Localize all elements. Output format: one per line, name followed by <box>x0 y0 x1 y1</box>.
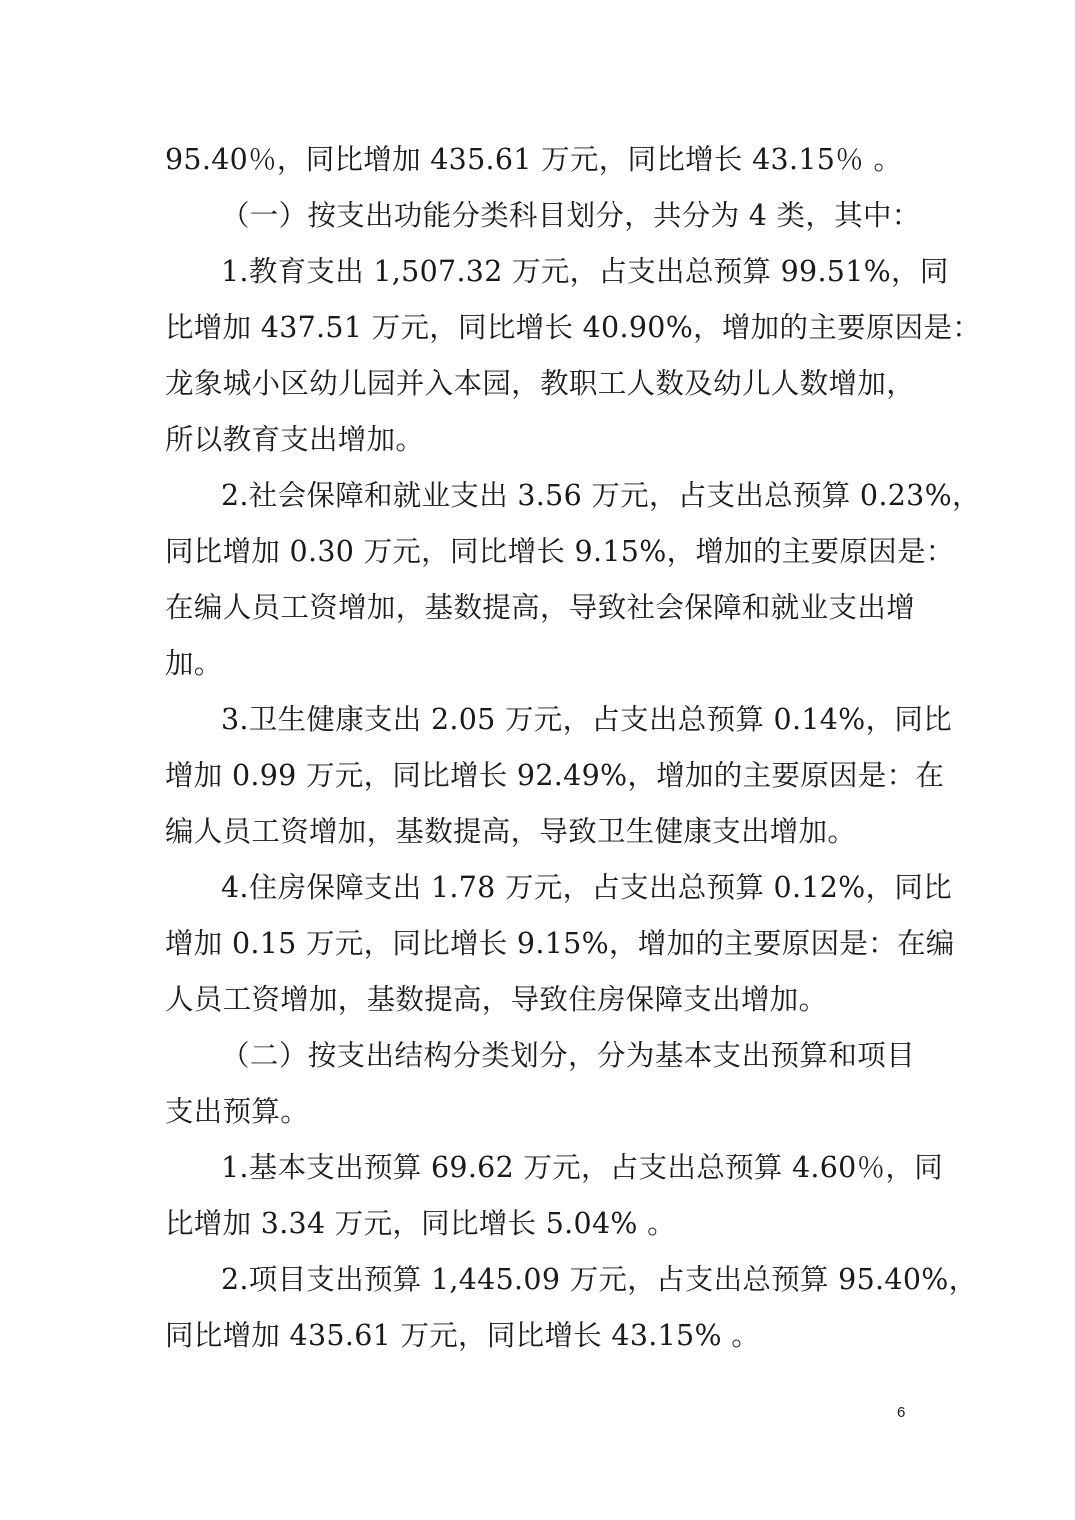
text-line: 4.住房保障支出 1.78 万元，占支出总预算 0.12%，同比 <box>221 871 952 904</box>
text-line: 比增加 3.34 万元，同比增长 5.04% 。 <box>165 1207 676 1240</box>
text-line: 增加 0.15 万元，同比增长 9.15%，增加的主要原因是：在编 <box>165 927 955 960</box>
text-line: 在编人员工资增加，基数提高，导致社会保障和就业支出增 <box>165 591 915 624</box>
text-line: 增加 0.99 万元，同比增长 92.49%，增加的主要原因是：在 <box>165 759 945 792</box>
text-line: 1.基本支出预算 69.62 万元，占支出总预算 4.60％，同 <box>221 1151 944 1184</box>
text-line: 加。 <box>165 647 223 680</box>
text-line: 3.卫生健康支出 2.05 万元，占支出总预算 0.14%，同比 <box>221 703 952 736</box>
page-number: 6 <box>897 1404 906 1421</box>
section-heading: （二）按支出结构分类划分，分为基本支出预算和项目 <box>221 1039 915 1072</box>
text-line: 2.项目支出预算 1,445.09 万元，占支出总预算 95.40%， <box>221 1263 978 1296</box>
text-line: 比增加 437.51 万元，同比增长 40.90%，增加的主要原因是： <box>165 311 982 344</box>
text-line: 人员工资增加，基数提高，导致住房保障支出增加。 <box>165 983 828 1016</box>
text-line: 编人员工资增加，基数提高，导致卫生健康支出增加。 <box>165 815 857 848</box>
text-line: 支出预算。 <box>165 1095 310 1128</box>
document-body <box>165 132 982 1364</box>
text-line: 同比增加 0.30 万元，同比增长 9.15%，增加的主要原因是： <box>165 535 955 568</box>
text-line: 2.社会保障和就业支出 3.56 万元，占支出总预算 0.23%， <box>221 479 981 512</box>
text-line: 1.教育支出 1,507.32 万元，占支出总预算 99.51%，同 <box>221 255 949 288</box>
text-line: 龙象城小区幼儿园并入本园，教职工人数及幼儿人数增加， <box>165 367 915 400</box>
section-heading: （一）按支出功能分类科目划分，共分为 4 类，其中： <box>221 199 921 232</box>
text-line: 95.40％，同比增加 435.61 万元，同比增长 43.15％ 。 <box>165 143 903 176</box>
text-line: 同比增加 435.61 万元，同比增长 43.15% 。 <box>165 1319 761 1352</box>
text-line: 所以教育支出增加。 <box>165 423 425 456</box>
